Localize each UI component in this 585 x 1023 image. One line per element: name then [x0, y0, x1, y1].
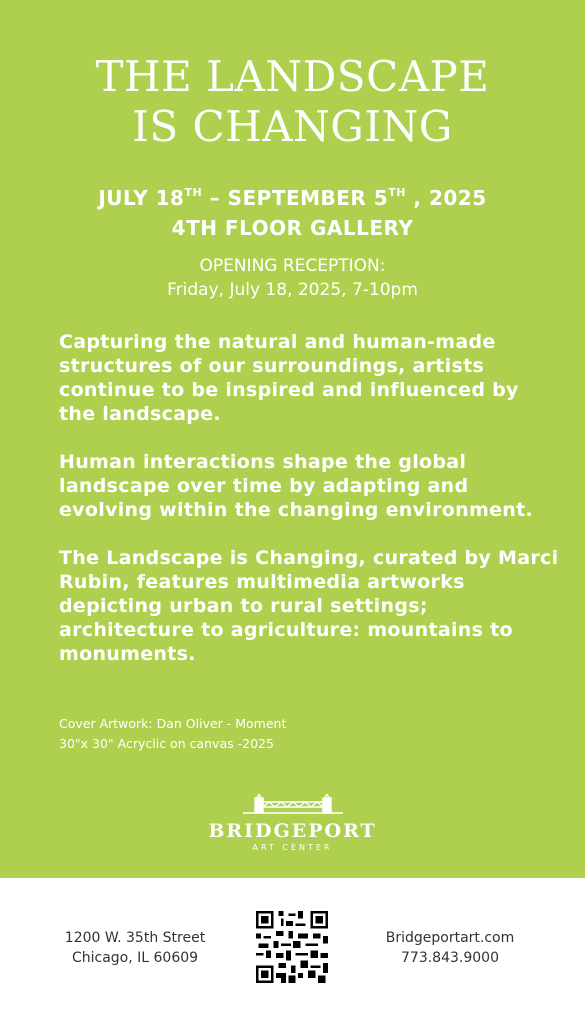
bridge-icon	[243, 794, 343, 814]
address-city: Chicago, IL 60609	[71, 950, 199, 966]
start-date: JULY 18	[98, 186, 185, 210]
bridgeport-logo	[0, 794, 585, 854]
credit-line-1: Cover Artwork: Dan Oliver - Moment	[59, 716, 287, 731]
paragraph: The Landscape is Changing, curated by Marci Rubin, features multimedia artworks depicting urban to rural settings; architecture to agriculture: mountains to monuments.	[59, 547, 559, 665]
exhibition-dates	[0, 178, 585, 243]
phone-number[interactable]: 773.843.9000	[401, 950, 499, 966]
paragraph: Human interactions shape the global landscape over time by adapting and evolving within the changing environment.	[59, 451, 533, 521]
logo-name: BRIDGEPORT	[208, 820, 377, 842]
credit-line-2: 30"x 30" Acryclic on canvas -2025	[59, 736, 274, 751]
start-date-suffix: TH	[184, 186, 203, 199]
paragraph: Capturing the natural and human-made structures of our surroundings, artists continue to be inspired and influenced by the landscape.	[59, 331, 519, 425]
opening-reception	[0, 254, 585, 302]
page-title	[0, 52, 585, 152]
cover-credit	[59, 714, 459, 754]
date-year: , 2025	[405, 186, 487, 210]
qr-code-icon[interactable]	[256, 911, 328, 983]
date-range	[0, 178, 585, 213]
gallery-location: 4TH FLOOR GALLERY	[171, 216, 414, 240]
date-separator: – SEPTEMBER 5	[202, 186, 389, 210]
title-line-1: THE LANDSCAPE	[95, 52, 490, 101]
footer	[0, 878, 585, 1023]
contact-info	[365, 928, 535, 968]
logo-subtitle: ART CENTER	[252, 843, 333, 852]
reception-label: OPENING RECEPTION:	[199, 256, 386, 276]
reception-details: Friday, July 18, 2025, 7-10pm	[167, 280, 418, 300]
end-date-suffix: TH	[388, 186, 406, 199]
address-street: 1200 W. 35th Street	[64, 930, 206, 946]
website-link[interactable]: Bridgeportart.com	[385, 930, 515, 946]
title-line-2: IS CHANGING	[132, 102, 453, 151]
description	[59, 330, 559, 690]
address	[50, 928, 220, 968]
